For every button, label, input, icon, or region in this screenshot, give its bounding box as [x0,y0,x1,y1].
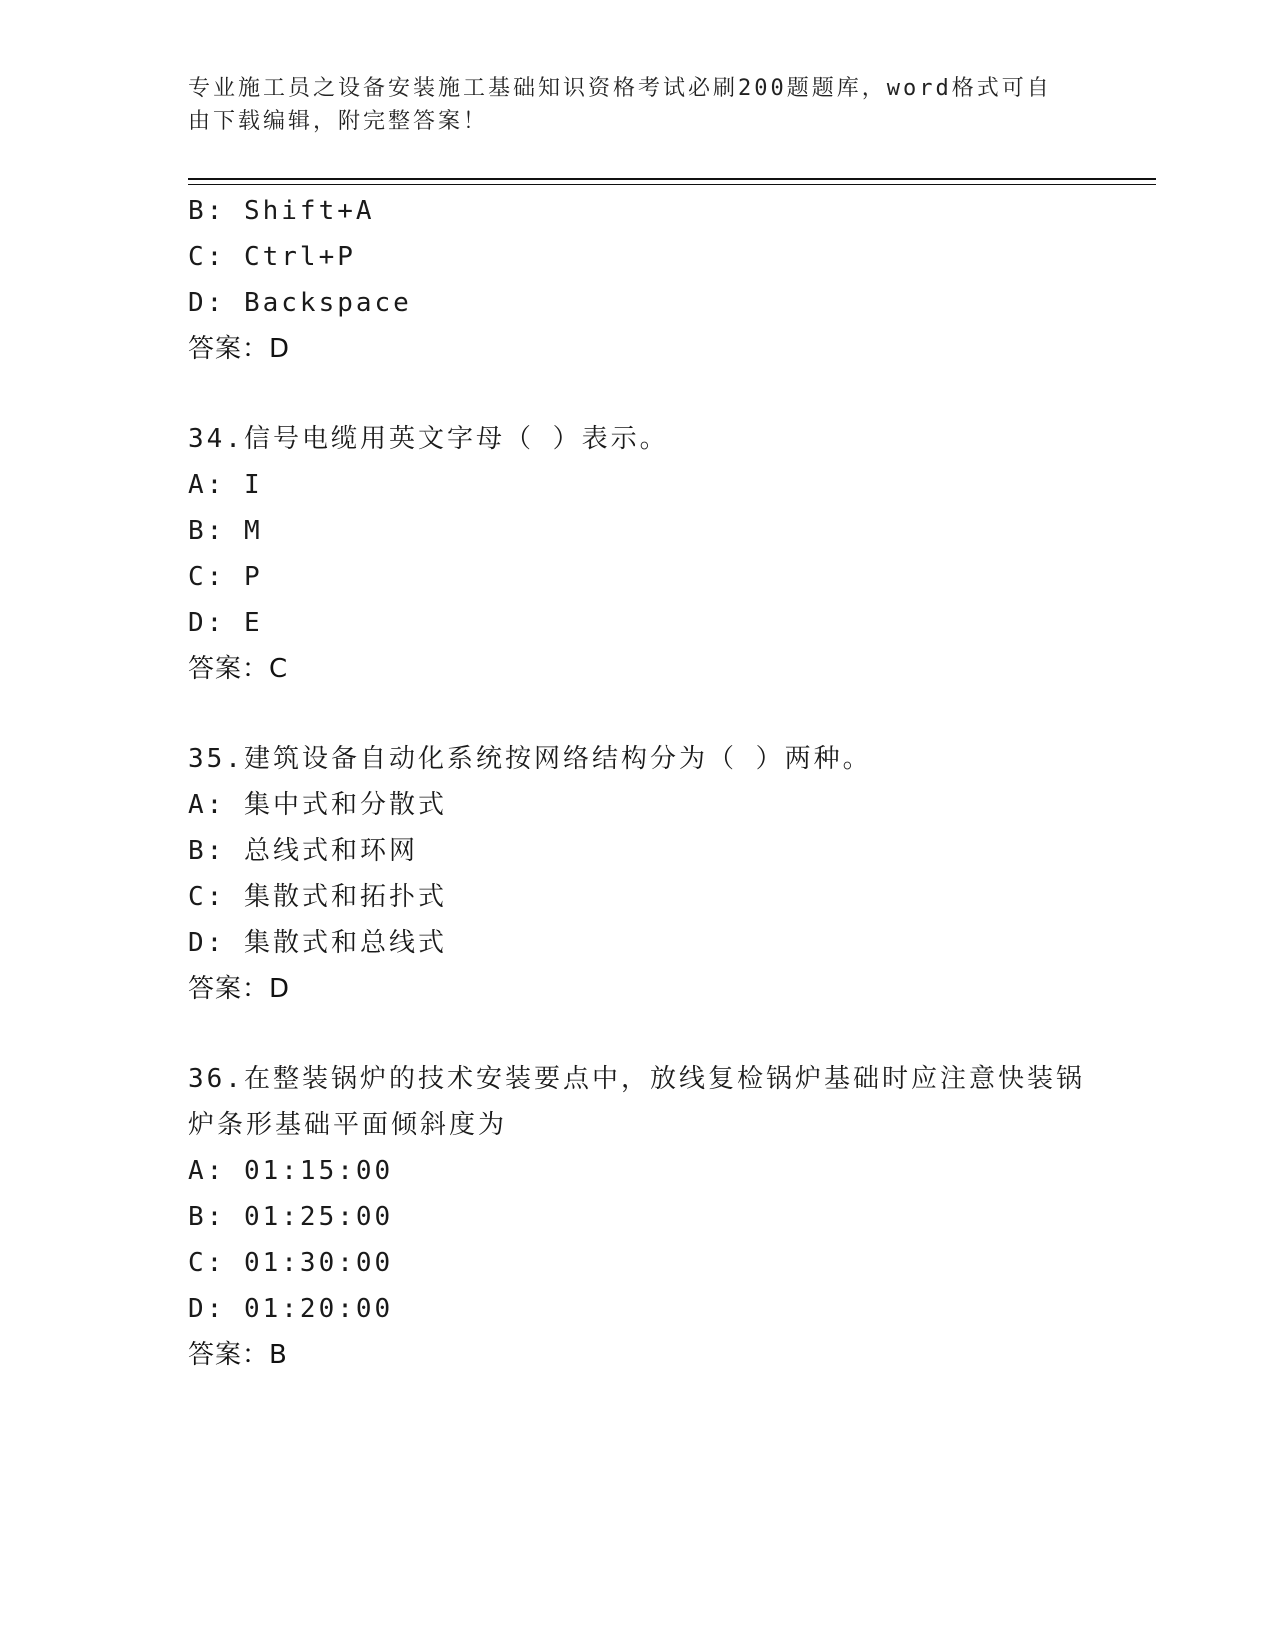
question-block-35 [188,736,1088,1012]
answer-line: 答案：B [188,1340,288,1370]
document-body [188,188,1088,1378]
option-b: B: 01:25:00 [188,1202,394,1232]
option-d: D: 集散式和总线式 [188,928,447,958]
option-b: B: 总线式和环网 [188,836,418,866]
question-text: 34.信号电缆用英文字母（ ）表示。 [188,424,669,454]
question-block-33 [188,188,1088,372]
option-b: B: M [188,516,263,546]
question-block-34 [188,416,1088,692]
option-c: C: 01:30:00 [188,1248,394,1278]
option-d: D: E [188,608,263,638]
document-header: 专业施工员之设备安装施工基础知识资格考试必刷200题题库，word格式可自由下载编辑，附完整答案！ [188,76,1052,134]
question-block-36 [188,1056,1088,1378]
option-c: C: Ctrl+P [188,242,356,272]
header-rule [188,178,1156,180]
option-c: C: P [188,562,263,592]
question-text: 36.在整装锅炉的技术安装要点中，放线复检锅炉基础时应注意快装锅炉条形基础平面倾斜度为 [188,1064,1085,1140]
option-d: D: 01:20:00 [188,1294,394,1324]
option-a: A: I [188,470,263,500]
answer-line: 答案：C [188,654,289,684]
answer-line: 答案：D [188,334,291,364]
option-b: B: Shift+A [188,196,375,226]
header-rule-thin [188,184,1156,185]
option-a: A: 01:15:00 [188,1156,394,1186]
question-text: 35.建筑设备自动化系统按网络结构分为（ ）两种。 [188,744,872,774]
option-c: C: 集散式和拓扑式 [188,882,447,912]
answer-line: 答案：D [188,974,291,1004]
option-d: D: Backspace [188,288,412,318]
option-a: A: 集中式和分散式 [188,790,447,820]
